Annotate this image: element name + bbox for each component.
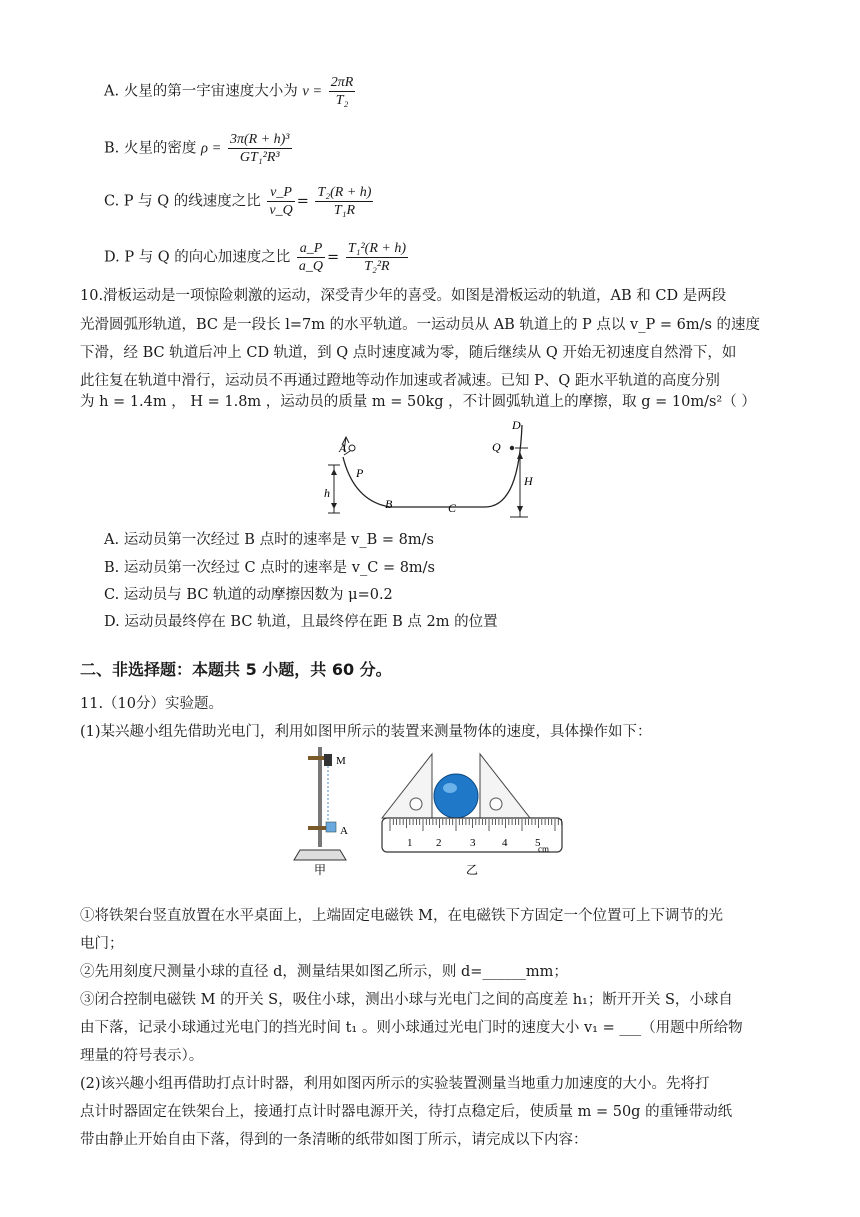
fraction-denominator: T₁R <box>333 203 356 218</box>
label-Q: Q <box>492 440 501 454</box>
fraction-denominator: T₂ <box>335 93 349 108</box>
tick-1: 1 <box>407 837 413 849</box>
label-A: A <box>340 825 348 837</box>
label-yi: 乙 <box>466 863 479 877</box>
fraction-denominator: T₂²R <box>364 259 390 274</box>
q11-part2-line2: 点计时器固定在铁架台上，接通打点计时器电源开关，待打点稳定后，使质量 m = 50g 的重锤带动纸 <box>80 1104 733 1120</box>
q9-option-c-text: C. P 与 Q 的线速度之比 <box>104 193 261 210</box>
label-H: H <box>524 474 533 488</box>
photogate-A <box>326 822 336 832</box>
q10-option-b: B. 运动员第一次经过 C 点时的速率是 v_C = 8m/s <box>104 560 435 576</box>
label-A: A <box>339 441 347 455</box>
q11-part2-line3: 带由静止开始自由下落，得到的一条清晰的纸带如图丁所示，请完成以下内容： <box>80 1132 588 1148</box>
q9-option-b-fraction <box>228 131 292 166</box>
q10-line-1: 10.滑板运动是一项惊险刺激的运动，深受青少年的喜受。如图是滑板运动的轨道，AB 和 CD 是两段 <box>80 288 727 304</box>
q11-step3-line1: ③闭合控制电磁铁 M 的开关 S，吸住小球，测出小球与光电门之间的高度差 h₁；断开开关 S，小球自 <box>80 992 733 1008</box>
fraction-numerator: T₂(R + h) <box>317 185 372 200</box>
tick-2: 2 <box>436 837 442 849</box>
q9-option-b-lhs: ρ = <box>200 140 222 157</box>
q10-option-d: D. 运动员最终停在 BC 轨道，且最终停在距 B 点 2m 的位置 <box>104 614 498 630</box>
q11-part2-line1: (2)该兴趣小组再借助打点计时器，利用如图丙所示的实验装置测量当地重力加速度的大小。先将打 <box>80 1076 710 1092</box>
q9-option-c-fraction <box>315 184 373 219</box>
label-jia: 甲 <box>314 863 327 877</box>
fraction-numerator: 2πR <box>330 75 354 90</box>
unit-cm: cm <box>538 844 549 854</box>
label-D: D <box>512 418 521 432</box>
q11-step3-line2: 由下落，记录小球通过光电门的挡光时间 t₁ 。则小球通过光电门时的速度大小 v₁ = ___（用题中所给物 <box>80 1020 743 1036</box>
label-P: P <box>356 466 364 480</box>
q9-option-d-fraction <box>346 240 408 275</box>
section-heading: 二、非选择题：本题共 5 小题，共 60 分。 <box>80 660 392 679</box>
track-curve <box>343 425 522 507</box>
q10-line-5: 为 h = 1.4m ， H = 1.8m ，运动员的质量 m = 50kg ，不计圆弧轨道上的摩擦，取 g = 10m/s²（ ） <box>80 394 756 410</box>
label-M: M <box>336 755 346 767</box>
ball <box>434 774 478 818</box>
tick-4: 4 <box>502 837 508 849</box>
q9-option-a <box>104 74 357 109</box>
tick-5: 5 <box>535 837 541 849</box>
fraction-denominator: v_Q <box>269 203 293 218</box>
tick-3: 3 <box>470 837 476 849</box>
fraction-denominator: a_Q <box>298 259 324 274</box>
q9-option-a-text: A. 火星的第一宇宙速度大小为 <box>104 83 298 100</box>
q10-line-2: 光滑圆弧形轨道，BC 是一段长 l=7m 的水平轨道。一运动员从 AB 轨道上的 P 点以 v_P = 6m/s 的速度 <box>80 317 761 333</box>
q11-part1-intro: (1)某兴趣小组先借助光电门，利用如图甲所示的装置来测量物体的速度，具体操作如下： <box>80 724 652 740</box>
fraction-numerator: v_P <box>267 184 294 202</box>
q11-step1-line2: 电门； <box>80 936 124 952</box>
q10-track-figure <box>310 415 540 525</box>
label-h: h <box>324 486 330 500</box>
q9-option-b-text: B. 火星的密度 <box>104 140 197 157</box>
label-B: B <box>385 497 393 511</box>
q11-step2: ②先用刻度尺测量小球的直径 d，测量结果如图乙所示，则 d=______mm； <box>80 964 568 980</box>
q11-step3-line3: 理量的符号表示）。 <box>80 1048 204 1064</box>
q9-option-a-fraction <box>329 74 356 109</box>
q9-option-c: C. P 与 Q 的线速度之比 $\frac{v\_P}{v\_Q}$ = $\frac{\text{T₂(R + h)}}{\text{T₁R}}$ <box>104 185 372 218</box>
q10-option-a: A. 运动员第一次经过 B 点时的速率是 v_B = 8m/s <box>104 532 434 548</box>
q9-option-d: D. P 与 Q 的向心加速度之比 $\frac{a\_P}{a\_Q}$ = $\frac{\text{T₁²(R + h)}}{\text{T₂²R}}$ <box>104 241 406 274</box>
ruler-figure <box>382 754 562 877</box>
q11-step1-line1: ①将铁架台竖直放置在水平桌面上，上端固定电磁铁 M，在电磁铁下方固定一个位置可上下调节的光 <box>80 908 723 924</box>
q9-option-c-ratio <box>267 184 294 219</box>
fraction-numerator: a_P <box>297 240 325 258</box>
q10-line-3: 下滑，经 BC 轨道后冲上 CD 轨道，到 Q 点时速度减为零，随后继续从 Q 开始无初速度自然滑下，如 <box>80 345 737 361</box>
electromagnet-M <box>324 754 332 766</box>
fraction-denominator: GT₁²R³ <box>239 150 280 165</box>
q11-title: 11.（10分）实验题。 <box>80 696 224 712</box>
q9-option-a-lhs: v = <box>302 83 323 100</box>
q10-line-4: 此往复在轨道中滑行，运动员不再通过蹬地等动作加速或者减速。已知 P、Q 距水平轨道的高度分别 <box>80 373 720 389</box>
fraction-numerator: T₁²(R + h) <box>347 241 406 256</box>
q-point <box>510 446 514 450</box>
iron-stand-figure <box>294 747 348 877</box>
q11-apparatus-figure <box>290 742 570 877</box>
q9-option-d-text: D. P 与 Q 的向心加速度之比 <box>104 249 291 266</box>
q9-option-d-ratio <box>297 240 325 275</box>
label-C: C <box>448 501 457 515</box>
q9-option-b <box>104 131 294 166</box>
q10-option-c: C. 运动员与 BC 轨道的动摩擦因数为 μ=0.2 <box>104 587 393 603</box>
fraction-numerator: 3π(R + h)³ <box>229 132 290 147</box>
